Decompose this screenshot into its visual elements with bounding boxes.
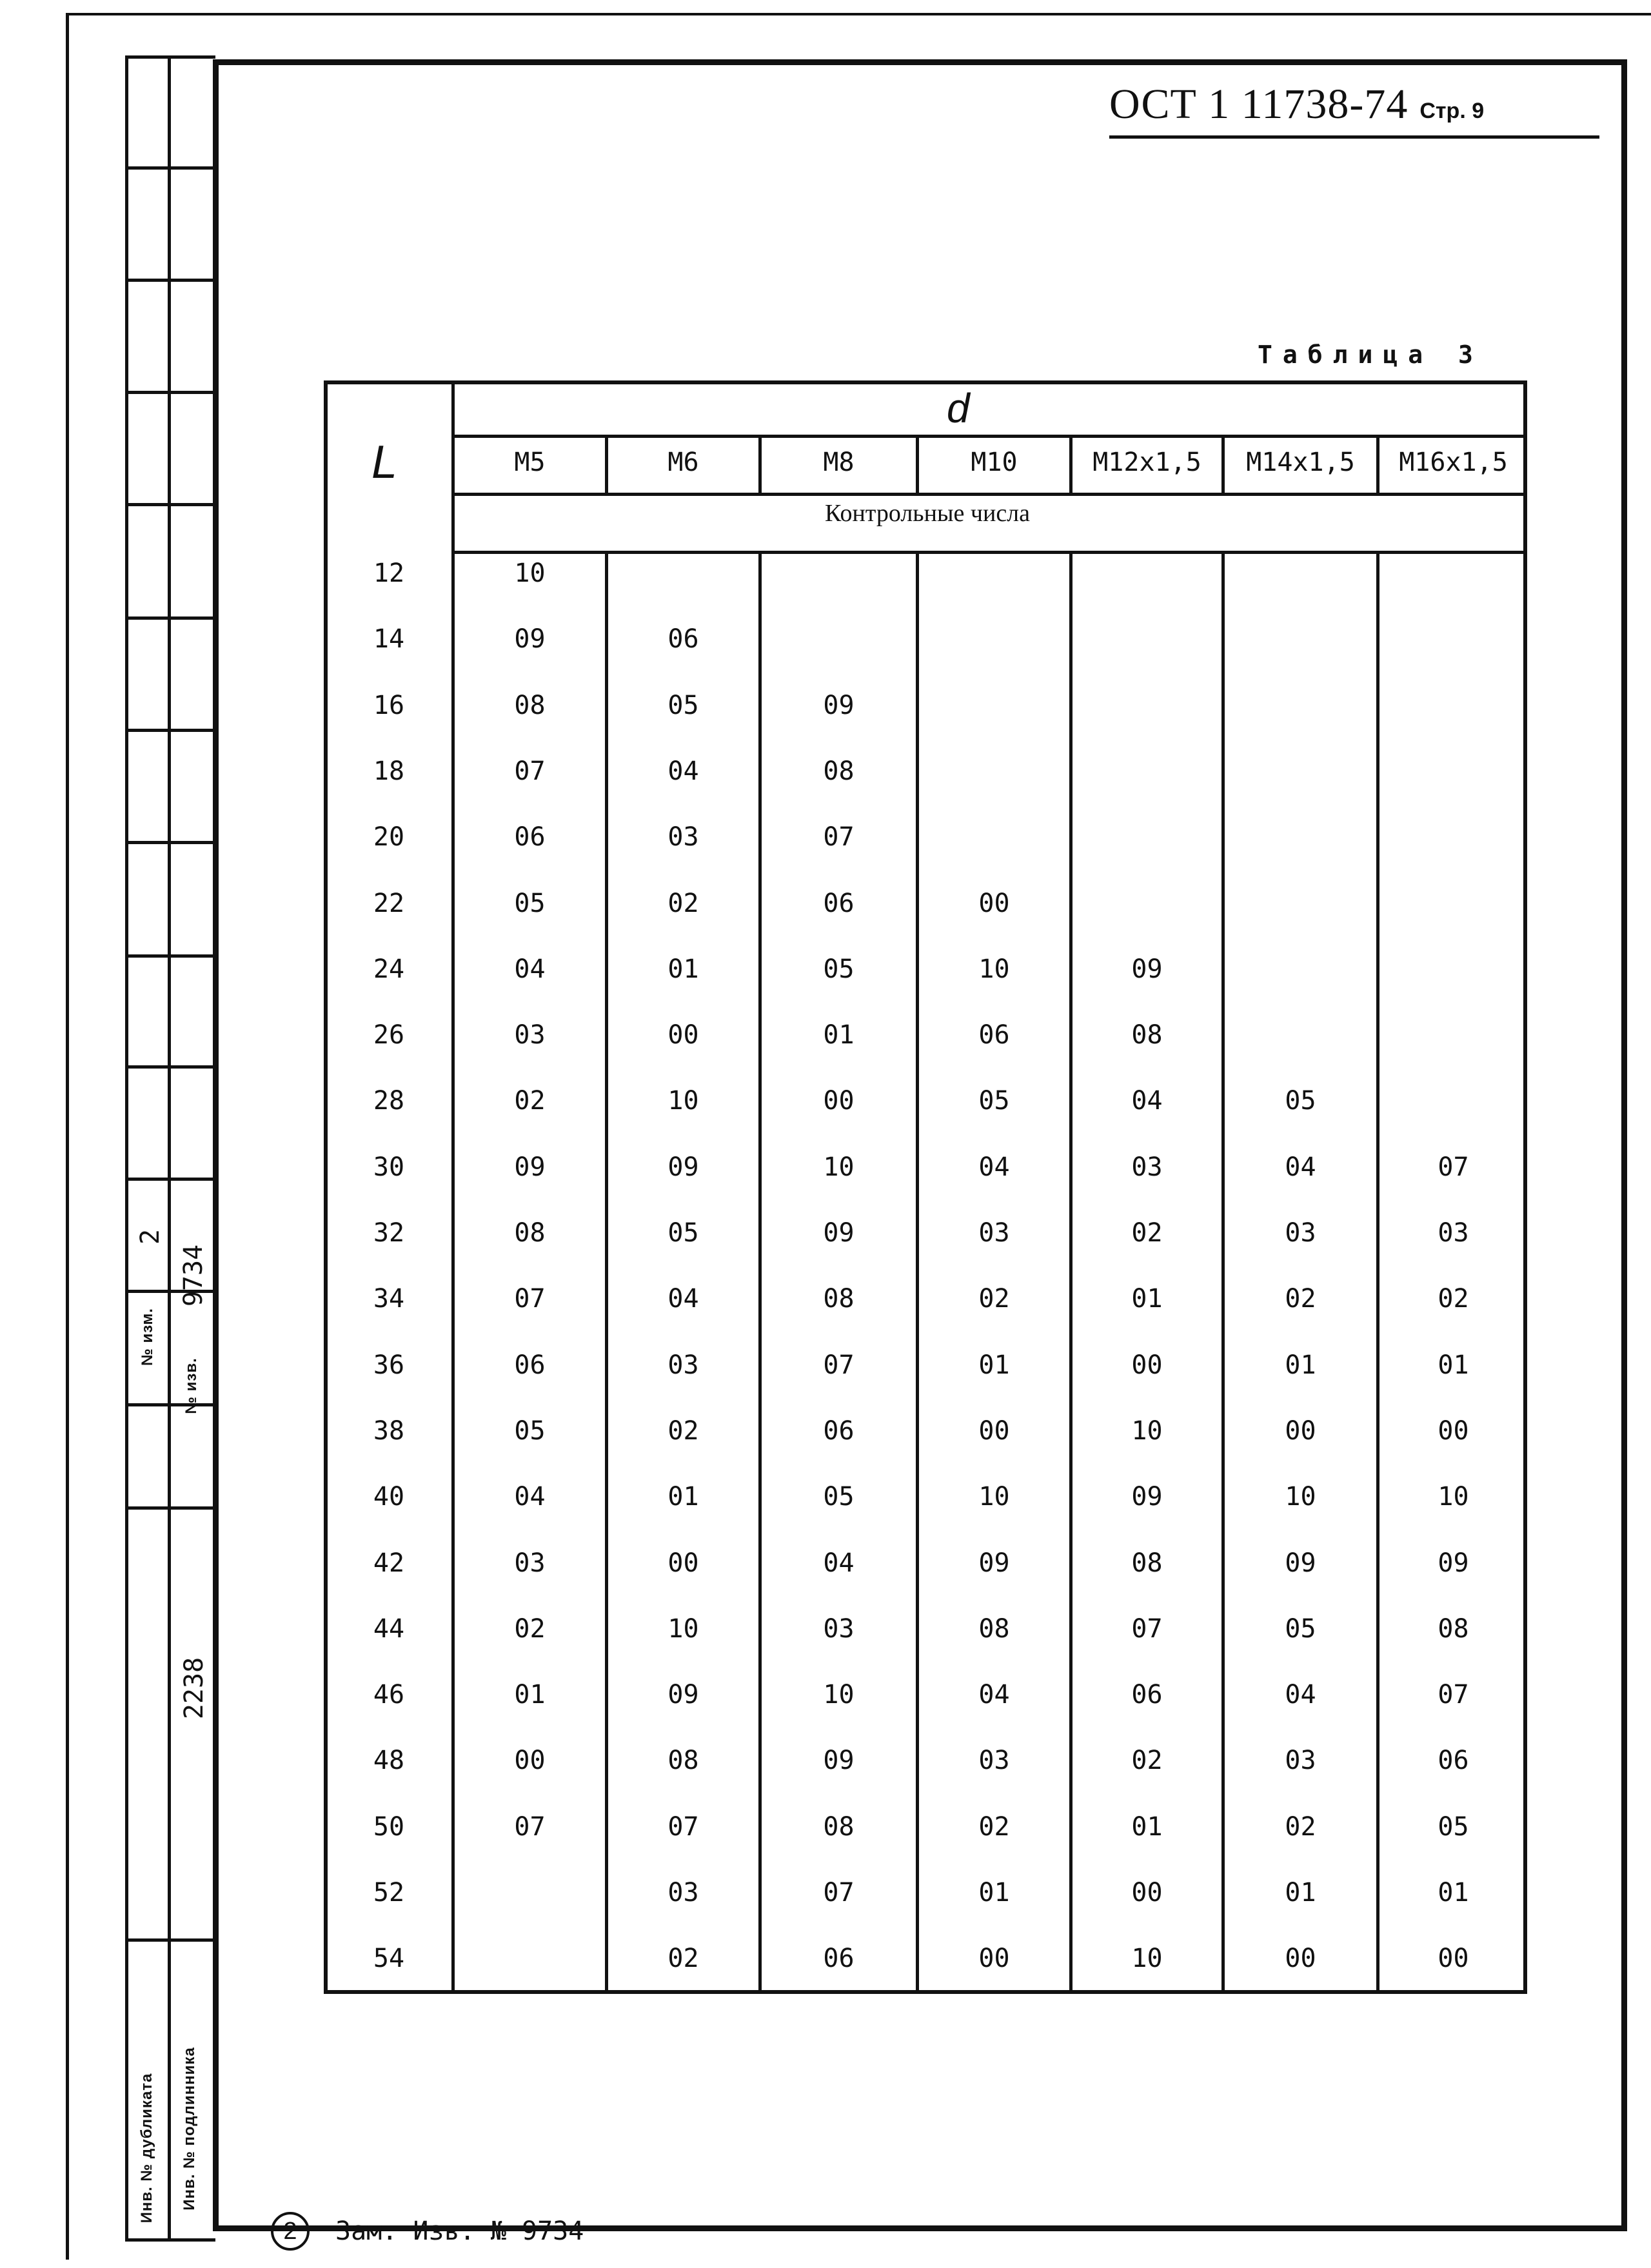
control-number-cell: 07	[1438, 1680, 1469, 1710]
control-number-cell: 07	[823, 1878, 855, 1908]
control-number-cell: 01	[978, 1350, 1010, 1380]
control-number-cell: 04	[1285, 1152, 1316, 1182]
control-number-cell: 06	[823, 1415, 855, 1446]
row-length-value: 16	[373, 690, 405, 720]
control-number-cell: 05	[514, 1415, 546, 1446]
row-length-value: 36	[373, 1350, 405, 1380]
change-note-text: Зам. Изв. № 9734	[335, 2216, 584, 2246]
control-number-cell: 09	[667, 1152, 699, 1182]
control-number-cell: 03	[667, 1878, 699, 1908]
control-number-cell: 00	[667, 1548, 699, 1578]
control-number-cell: 02	[1438, 1284, 1469, 1314]
control-number-cell: 04	[978, 1680, 1010, 1710]
control-number-cell: 07	[514, 1811, 546, 1842]
change-number-circle: 2	[271, 2212, 310, 2251]
control-number-cell: 03	[1438, 1218, 1469, 1248]
control-number-cell: 04	[823, 1548, 855, 1578]
control-number-cell: 07	[823, 822, 855, 853]
control-number-cell: 09	[1285, 1548, 1316, 1578]
control-number-cell: 00	[978, 1944, 1010, 1974]
column-header: M12x1,5	[1092, 448, 1201, 477]
control-number-cell: 02	[1285, 1811, 1316, 1842]
row-length-value: 38	[373, 1415, 405, 1446]
row-length-value: 32	[373, 1218, 405, 1248]
control-number-cell: 09	[823, 1218, 855, 1248]
control-number-cell: 03	[1285, 1218, 1316, 1248]
control-number-cell: 06	[823, 1944, 855, 1974]
control-number-cell: 10	[978, 954, 1010, 984]
control-number-cell: 02	[1285, 1284, 1316, 1314]
row-length-value: 46	[373, 1680, 405, 1710]
row-length-value: 28	[373, 1086, 405, 1116]
control-number-cell: 06	[1131, 1680, 1163, 1710]
control-number-cell: 02	[1131, 1218, 1163, 1248]
control-number-cell: 08	[667, 1746, 699, 1776]
control-number-cell: 08	[1131, 1020, 1163, 1050]
control-number-cell: 01	[514, 1680, 546, 1710]
control-number-cell: 01	[667, 1482, 699, 1512]
control-number-cell: 10	[667, 1086, 699, 1116]
control-number-cell: 00	[514, 1746, 546, 1776]
control-number-cell: 07	[514, 1284, 546, 1314]
control-number-cell: 09	[823, 690, 855, 720]
column-header: M6	[667, 448, 699, 477]
control-number-cell: 04	[1285, 1680, 1316, 1710]
control-number-cell: 09	[978, 1548, 1010, 1578]
control-number-cell: 03	[1131, 1152, 1163, 1182]
control-number-cell: 00	[1438, 1944, 1469, 1974]
revision-label: № изм.	[139, 1308, 156, 1366]
row-length-value: 12	[373, 558, 405, 588]
column-header: M10	[971, 448, 1018, 477]
control-number-cell: 06	[978, 1020, 1010, 1050]
control-number-cell: 00	[1131, 1878, 1163, 1908]
control-numbers-table	[324, 380, 1527, 1994]
control-number-cell: 06	[667, 624, 699, 655]
original-inventory-label: Инв. № подлинника	[181, 2047, 198, 2211]
control-number-cell: 05	[667, 690, 699, 720]
control-number-cell: 09	[1131, 1482, 1163, 1512]
row-length-value: 18	[373, 756, 405, 786]
notice-label: № изв.	[183, 1357, 200, 1414]
table-title: Таблица 3	[1258, 340, 1483, 369]
row-length-value: 50	[373, 1811, 405, 1842]
control-number-cell: 02	[514, 1086, 546, 1116]
control-number-cell: 01	[1131, 1811, 1163, 1842]
table-rule	[451, 435, 1525, 438]
control-number-cell: 04	[978, 1152, 1010, 1182]
control-number-cell: 01	[1285, 1878, 1316, 1908]
control-number-cell: 07	[823, 1350, 855, 1380]
change-note	[271, 2212, 584, 2251]
control-number-cell: 06	[514, 1350, 546, 1380]
control-number-cell: 03	[1285, 1746, 1316, 1776]
control-number-cell: 03	[667, 1350, 699, 1380]
control-number-cell: 09	[1131, 954, 1163, 984]
row-length-value: 24	[373, 954, 405, 984]
control-number-cell: 06	[1438, 1746, 1469, 1776]
control-number-cell: 02	[667, 1944, 699, 1974]
control-number-cell: 02	[514, 1613, 546, 1644]
row-length-value: 42	[373, 1548, 405, 1578]
control-number-cell: 08	[514, 690, 546, 720]
control-number-cell: 00	[1131, 1350, 1163, 1380]
control-number-cell: 04	[514, 1482, 546, 1512]
control-numbers-subheader: Контрольные числа	[824, 500, 1031, 527]
control-number-cell: 08	[1131, 1548, 1163, 1578]
control-number-cell: 10	[823, 1680, 855, 1710]
column-header: M14x1,5	[1246, 448, 1355, 477]
row-length-value: 30	[373, 1152, 405, 1182]
control-number-cell: 07	[1438, 1152, 1469, 1182]
control-number-cell: 10	[1438, 1482, 1469, 1512]
row-length-value: 14	[373, 624, 405, 655]
row-length-value: 54	[373, 1944, 405, 1974]
control-number-cell: 03	[823, 1613, 855, 1644]
row-length-value: 22	[373, 888, 405, 918]
control-number-cell: 09	[514, 1152, 546, 1182]
duplicate-inventory-label: Инв. № дубликата	[138, 2073, 155, 2224]
control-number-cell: 09	[1438, 1548, 1469, 1578]
control-number-cell: 03	[667, 822, 699, 853]
page-number: Стр. 9	[1419, 99, 1485, 123]
control-number-cell: 02	[1131, 1746, 1163, 1776]
control-number-cell: 05	[978, 1086, 1010, 1116]
left-stamp-strip	[125, 55, 215, 2242]
control-number-cell: 00	[978, 888, 1010, 918]
control-number-cell: 05	[1285, 1086, 1316, 1116]
table-rule	[451, 493, 1525, 496]
control-number-cell: 10	[1131, 1415, 1163, 1446]
control-number-cell: 09	[823, 1746, 855, 1776]
document-code-block	[1109, 80, 1599, 139]
control-number-cell: 05	[667, 1218, 699, 1248]
control-number-cell: 02	[978, 1811, 1010, 1842]
control-number-cell: 03	[514, 1020, 546, 1050]
control-number-cell: 00	[823, 1086, 855, 1116]
control-number-cell: 10	[1285, 1482, 1316, 1512]
row-length-value: 44	[373, 1613, 405, 1644]
control-number-cell: 01	[1438, 1350, 1469, 1380]
control-number-cell: 01	[1131, 1284, 1163, 1314]
row-length-value: 20	[373, 822, 405, 853]
control-number-cell: 06	[514, 822, 546, 853]
control-number-cell: 08	[823, 1811, 855, 1842]
control-number-cell: 01	[1438, 1878, 1469, 1908]
control-number-cell: 07	[1131, 1613, 1163, 1644]
control-number-cell: 08	[978, 1613, 1010, 1644]
notice-value: 9734	[179, 1244, 208, 1307]
control-number-cell: 10	[514, 558, 546, 588]
control-number-cell: 07	[667, 1811, 699, 1842]
control-number-cell: 01	[978, 1878, 1010, 1908]
control-number-cell: 05	[514, 888, 546, 918]
column-header: M16x1,5	[1399, 448, 1508, 477]
control-number-cell: 06	[823, 888, 855, 918]
control-number-cell: 02	[978, 1284, 1010, 1314]
control-number-cell: 08	[514, 1218, 546, 1248]
control-number-cell: 03	[514, 1548, 546, 1578]
control-number-cell: 07	[514, 756, 546, 786]
control-number-cell: 05	[823, 954, 855, 984]
control-number-cell: 02	[667, 1415, 699, 1446]
control-number-cell: 03	[978, 1218, 1010, 1248]
control-number-cell: 04	[667, 756, 699, 786]
control-number-cell: 10	[978, 1482, 1010, 1512]
control-number-cell: 03	[978, 1746, 1010, 1776]
control-number-cell: 04	[1131, 1086, 1163, 1116]
control-number-cell: 08	[823, 1284, 855, 1314]
table-rule	[451, 551, 1525, 554]
control-number-cell: 05	[1438, 1811, 1469, 1842]
row-length-value: 48	[373, 1746, 405, 1776]
control-number-cell: 01	[667, 954, 699, 984]
row-length-value: 52	[373, 1878, 405, 1908]
control-number-cell: 00	[1438, 1415, 1469, 1446]
control-number-cell: 00	[667, 1020, 699, 1050]
control-number-cell: 00	[978, 1415, 1010, 1446]
control-number-cell: 08	[1438, 1613, 1469, 1644]
control-number-cell: 01	[1285, 1350, 1316, 1380]
control-number-cell: 10	[667, 1613, 699, 1644]
control-number-cell: 09	[514, 624, 546, 655]
column-header: M5	[514, 448, 546, 477]
control-number-cell: 05	[823, 1482, 855, 1512]
row-length-value: 34	[373, 1284, 405, 1314]
duplicate-inventory-value: 2238	[179, 1657, 209, 1720]
control-number-cell: 09	[667, 1680, 699, 1710]
control-number-cell: 04	[514, 954, 546, 984]
control-number-cell: 02	[667, 888, 699, 918]
column-group-header-d: d	[947, 385, 970, 431]
control-number-cell: 10	[823, 1152, 855, 1182]
row-header-l: L	[371, 437, 398, 488]
document-code: ОСТ 1 11738-74	[1109, 81, 1409, 128]
control-number-cell: 01	[823, 1020, 855, 1050]
row-length-value: 26	[373, 1020, 405, 1050]
row-length-value: 40	[373, 1482, 405, 1512]
control-number-cell: 08	[823, 756, 855, 786]
control-number-cell: 05	[1285, 1613, 1316, 1644]
column-header: M8	[823, 448, 855, 477]
control-number-cell: 04	[667, 1284, 699, 1314]
control-number-cell: 00	[1285, 1944, 1316, 1974]
revision-value: 2	[135, 1228, 165, 1245]
control-number-cell: 00	[1285, 1415, 1316, 1446]
control-number-cell: 10	[1131, 1944, 1163, 1974]
